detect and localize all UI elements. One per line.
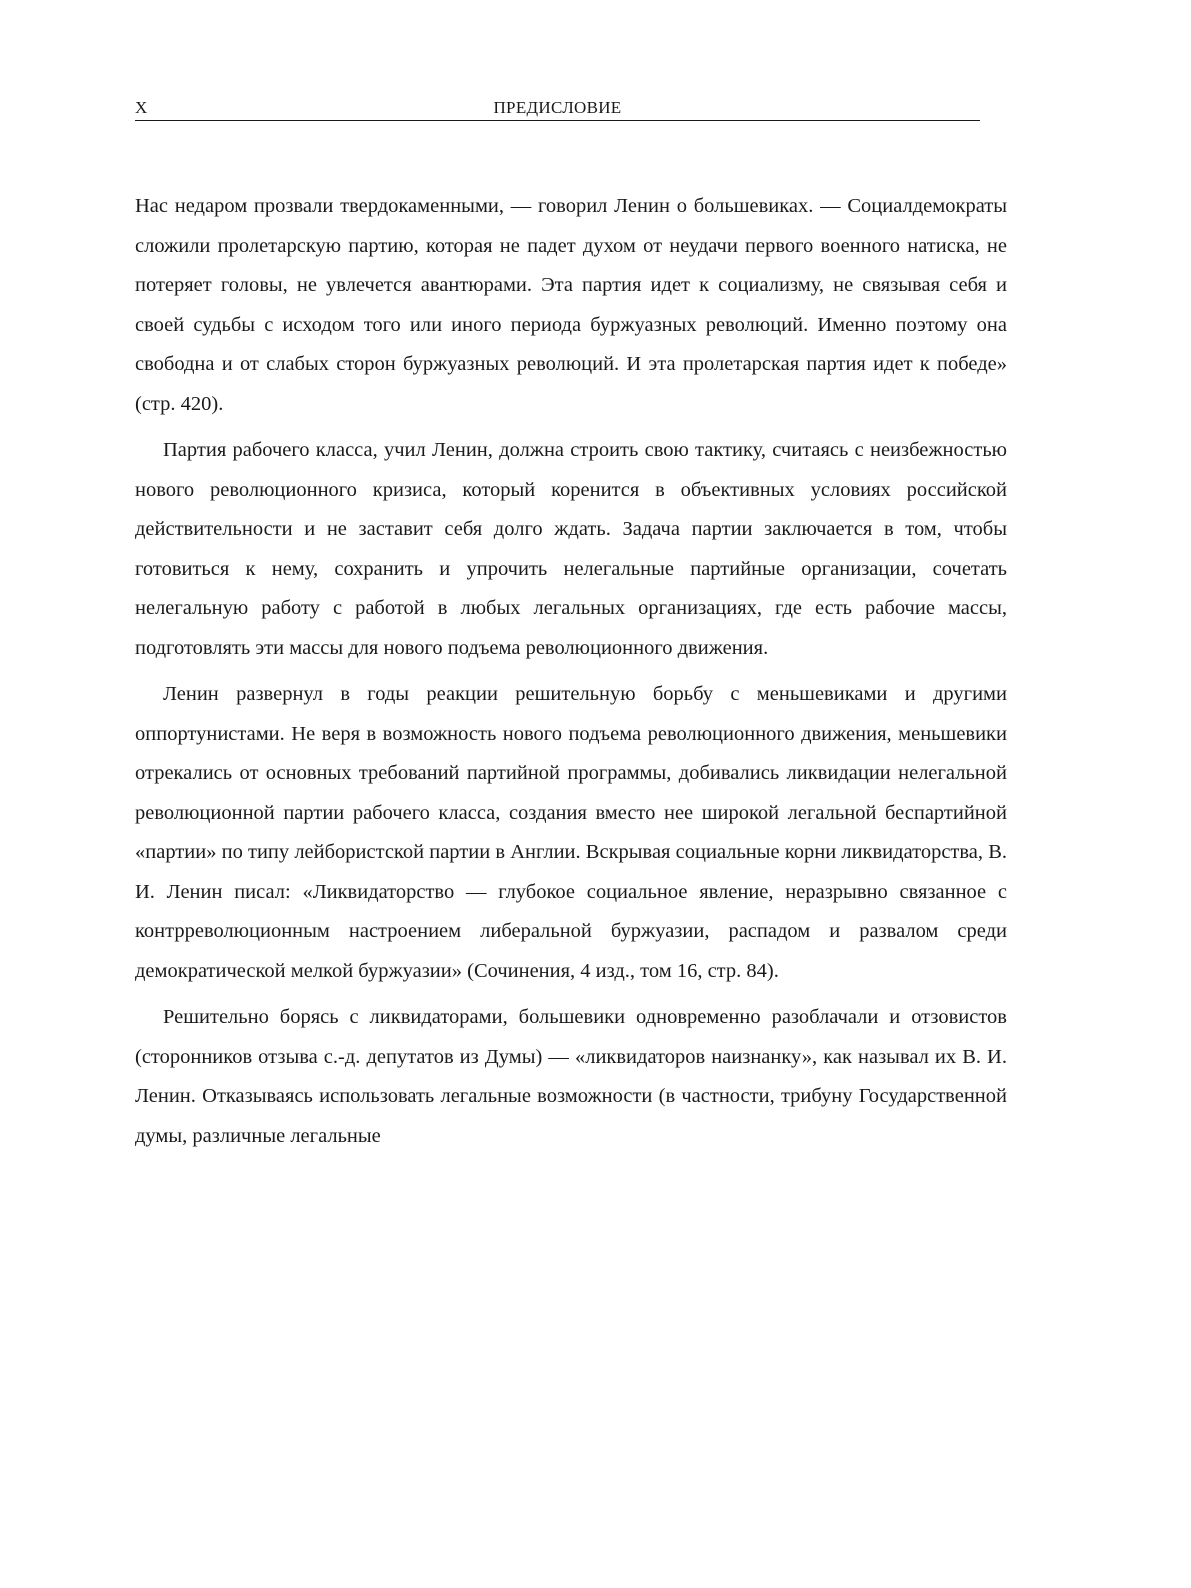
running-title: ПРЕДИСЛОВИЕ xyxy=(493,98,622,117)
body-text xyxy=(135,187,1007,1163)
page-folio: X xyxy=(135,98,148,117)
paragraph-4: Решительно борясь с ликвидаторами, большевики одновременно разоблачали и отзовистов (сторонников отзыва с.-д. депутатов из Думы) — «ликвидаторов наизнанку», как называл их В. И. Ленин. Отказываясь использовать легальные возможности (в частности, трибуну Государственной думы, различные легальные xyxy=(135,1006,1007,1147)
running-head xyxy=(135,96,980,121)
paragraph-1: Нас недаром прозвали твердокаменными, — говорил Ленин о большевиках. — Социалдемократы сложили пролетарскую партию, которая не падет духом от неудачи первого военного натиска, не потеряет головы, не увлечется авантюрами. Эта партия идет к социализму, не связывая себя и своей судьбы с исходом того или иного периода буржуазных революций. Именно поэтому она свободна и от слабых сторон буржуазных революций. И эта пролетарская партия идет к победе» (стр. 420). xyxy=(135,195,1007,415)
paragraph-2: Партия рабочего класса, учил Ленин, должна строить свою тактику, считаясь с неизбежностью нового революционного кризиса, который коренится в объективных условиях российской действительности и не заставит себя долго ждать. Задача партии заключается в том, чтобы готовиться к нему, сохранить и упрочить нелегальные партийные организации, сочетать нелегальную работу с работой в любых легальных организациях, где есть рабочие массы, подготовлять эти массы для нового подъема революционного движения. xyxy=(135,439,1007,659)
paragraph-3: Ленин развернул в годы реакции решительную борьбу с меньшевиками и другими оппортунистами. Не веря в возможность нового подъема революционного движения, меньшевики отрекались от основных требований партийной программы, добивались ликвидации нелегальной революционной партии рабочего класса, создания вместо нее широкой легальной беспартийной «партии» по типу лейбористской партии в Англии. Вскрывая социальные корни ликвидаторства, В. И. Ленин писал: «Ликвидаторство — глубокое социальное явление, неразрывно связанное с контрреволюционным настроением либеральной буржуазии, распадом и развалом среди демократической мелкой буржуазии» (Сочинения, 4 изд., том 16, стр. 84). xyxy=(135,683,1007,982)
